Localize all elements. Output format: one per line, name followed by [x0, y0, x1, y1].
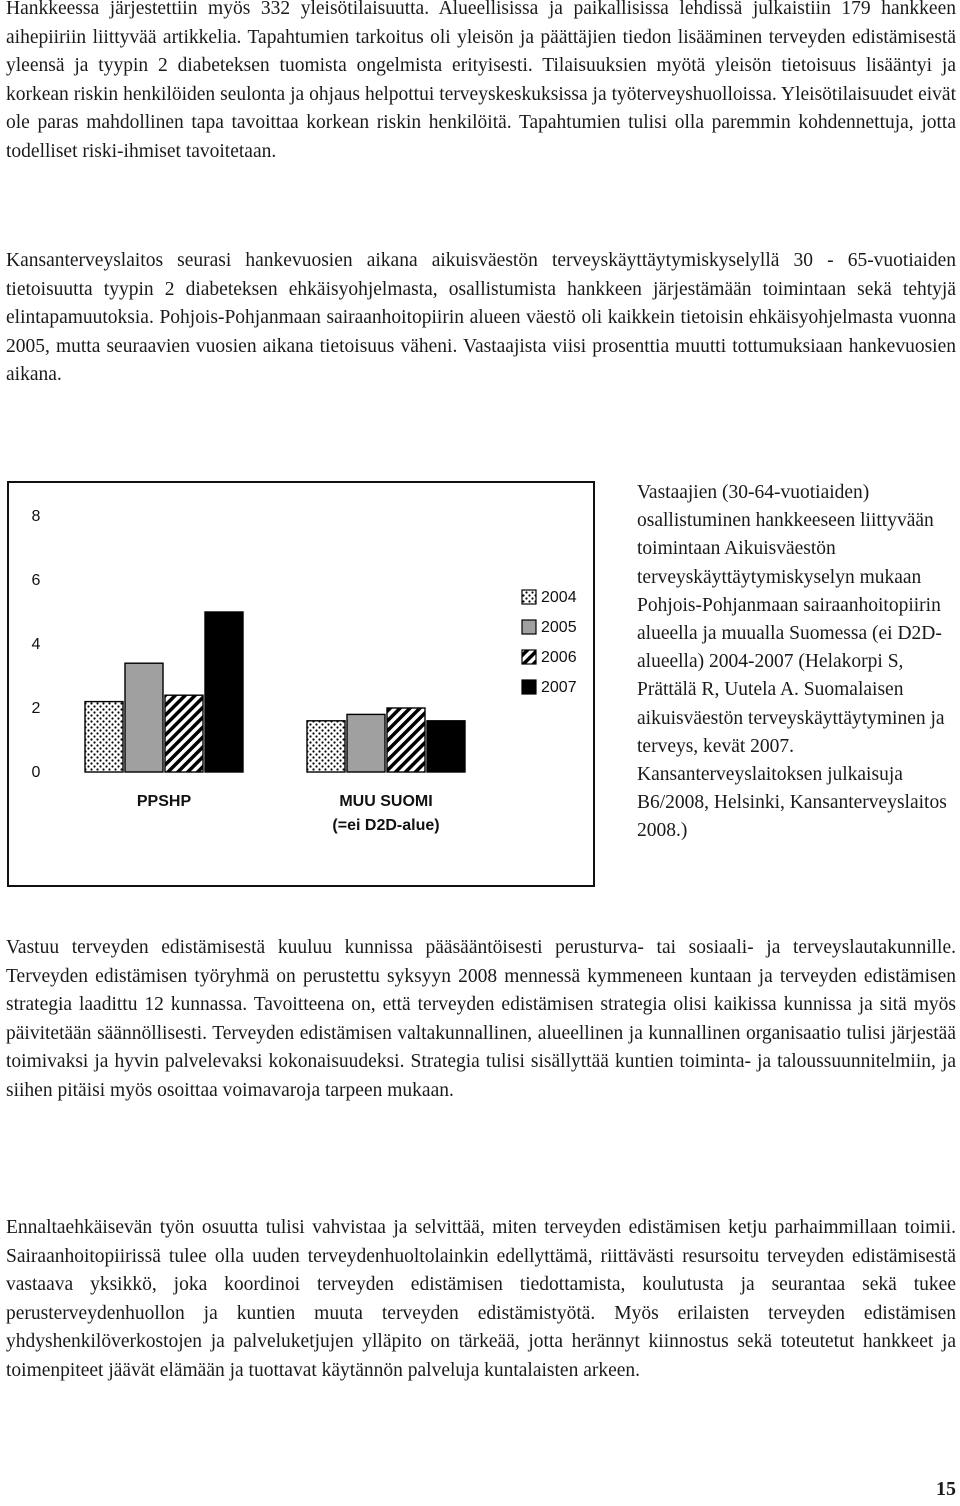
bar-2004-ppshp [85, 702, 123, 772]
y-tick-label: 8 [31, 508, 41, 525]
category-label: MUU SUOMI [339, 793, 433, 810]
legend-swatch-2005 [522, 620, 536, 634]
bar-2007-muu-suomi [427, 721, 465, 772]
y-tick-label: 0 [31, 764, 41, 781]
bar-2007-ppshp [205, 612, 243, 772]
page-number: 15 [936, 1478, 956, 1500]
legend-label-2007: 2007 [541, 679, 577, 696]
chart-svg [9, 483, 593, 885]
legend-label-2004: 2004 [541, 589, 577, 606]
legend-label-2006: 2006 [541, 649, 577, 666]
legend-swatch-2006 [522, 650, 536, 664]
y-tick-label: 6 [31, 572, 41, 589]
category-label: PPSHP [136, 793, 192, 810]
bar-2004-muu-suomi [307, 721, 345, 772]
figure-caption: Vastaajien (30-64-vuotiaiden) osallistuminen hankkeeseen liittyvään toimintaan Aikuisväestön terveyskäyttäytymiskyselyn mukaan Pohjois-Pohjanmaan sairaanhoitopiirin alueella ja muualla Suomessa (ei D2D-alueella) 2004-2007 (Helakorpi S, Prättälä R, Uutela A. Suomalaisen aikuisväestön terveyskäyttäytyminen ja terveys, kevät 2007. Kansanterveyslaitoksen julkaisuja B6/2008, Helsinki, Kansanterveyslaitos 2008.) [637, 482, 947, 842]
paragraph-4: Ennaltaehkäisevän työn osuutta tulisi vahvistaa ja selvittää, miten terveyden edistämisen ketju parhaimmillaan toimii. Sairaanhoitopiirissä tulee olla uuden terveydenhuoltolainkin edellyttämä, riittävästi resursoitu terveyden edistämisestä vastaava yksikkö, joka koordinoi terveyden edistämisen tiedottamista, koulutusta ja seurantaa sekä tukee perusterveydenhuollon ja kuntien muuta terveyden edistämistyötä. Myös erilaisten terveyden edistämisen yhdyshenkilöverkostojen ja palveluketjujen ylläpito on tärkeää, jotta herännyt kiinnostus sekä toteutetut hankkeet ja toimenpiteet jäävät elämään ja tuottavat käytännön palveluja kuntalaisten arkeen. [6, 1217, 956, 1381]
category-label: (=ei D2D-alue) [332, 817, 440, 834]
legend-label-2005: 2005 [541, 619, 577, 636]
paragraph-3: Vastuu terveyden edistämisestä kuuluu kunnissa pääsääntöisesti perusturva- tai sosiaali- ja terveyslautakunnille. Terveyden edistämisen työryhmä on perustettu syksyyn 2008 mennessä kymmeneen kuntaan ja terveyden edistämisen strategia laadittu 12 kunnassa. Tavoitteena on, että terveyden edistämisen strategia olisi kaikissa kunnissa ja sitä myös päivitetään säännöllisesti. Terveyden edistämisen valtakunnallinen, alueellinen ja kunnallinen organisaatio tulisi järjestää toimivaksi ja hyvin palvelevaksi kokonaisuudeksi. Strategia tulisi sisällyttää kuntien toiminta- ja taloussuunnitelmiin, ja siihen pitäisi myös osoittaa voimavaroja tarpeen mukaan. [6, 937, 956, 1101]
bar-2006-muu-suomi [387, 708, 425, 772]
paragraph-2: Kansanterveyslaitos seurasi hankevuosien aikana aikuisväestön terveyskäyttäytymiskyselyllä 30 - 65-vuotiaiden tietoisuutta tyypin 2 diabeteksen ehkäisyohjelmasta, osallistumista hankkeen järjestämään toimintaan sekä tehtyjä elintapamuutoksia. Pohjois-Pohjanmaan sairaanhoitopiirin alueen väestö oli kaikkein tietoisin ehkäisyohjelmasta vuonna 2005, mutta seuraavien vuosien aikana tietoisuus väheni. Vastaajista viisi prosenttia muutti tottumuksiaan hankevuosien aikana. [6, 250, 956, 386]
y-tick-label: 2 [31, 700, 41, 717]
legend-swatch-2007 [522, 680, 536, 694]
bar-2005-ppshp [125, 663, 163, 772]
bar-2005-muu-suomi [347, 714, 385, 772]
y-tick-label: 4 [31, 636, 41, 653]
legend-swatch-2004 [522, 590, 536, 604]
paragraph-1: Hankkeessa järjestettiin myös 332 yleisötilaisuutta. Alueellisissa ja paikallisissa lehdissä julkaistiin 179 hankkeen aihepiiriin liittyvää artikkelia. Tapahtumien tarkoitus oli yleisön ja päättäjien tiedon lisääminen terveyden edistämisestä yleensä ja tyypin 2 diabeteksen tuomista ongelmista erityisesti. Tilaisuuksien myötä yleisön tietoisuus lisääntyi ja korkean riskin henkilöiden seulonta ja ohjaus helpottui terveyskeskuksissa ja työterveyshuolloissa. Yleisötilaisuudet eivät ole paras mahdollinen tapa tavoittaa korkean riskin henkilöitä. Tapahtumien tulisi olla paremmin kohdennettuja, jotta todelliset riski-ihmiset tavoitetaan. [6, 0, 956, 162]
bar-2006-ppshp [165, 695, 203, 772]
bar-chart [7, 481, 595, 887]
